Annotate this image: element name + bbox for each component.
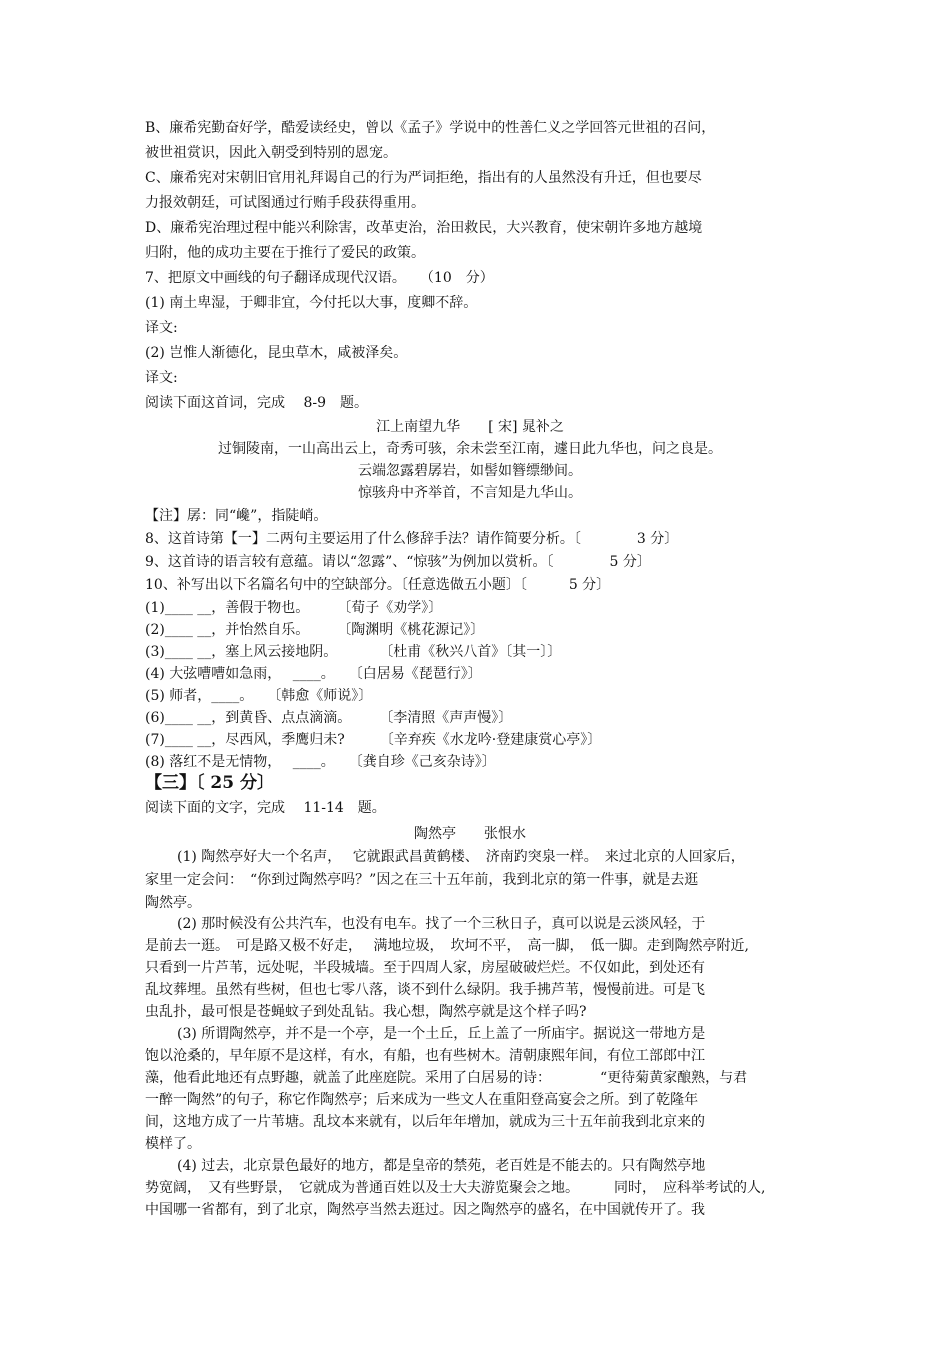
essay-p2-line-1: (2) 那时候没有公共汽车，也没有电车。找了一个三秋日子，真可以说是云淡风轻，于 [177,916,706,932]
question-7-item-2: (2) 岂惟人渐德化，昆虫草木，咸被泽矣。 [145,345,408,361]
fill-blank-8: (8) 落红不是无情物， ____。 〔龚自珍《己亥杂诗》〕 [145,754,496,770]
essay-p2-line-3: 只看到一片芦苇，远处呢，半段城墙。至于四周人家，房屋破破烂烂。不仅如此，到处还有 [145,960,705,976]
fill-blank-2: (2)____ __，并怡然自乐。 〔陶渊明《桃花源记》〕 [145,622,485,638]
translation-label-1: 译文: [145,320,178,336]
fill-blank-5: (5) 师者，____。 〔韩愈《师说》〕 [145,688,373,704]
essay-p4-line-2: 势宽阔， 又有些野景， 它就成为普通百姓以及士大夫游览聚会之地。 同时， 应科举考试的人, [145,1180,766,1196]
option-c-line-2: 力报效朝廷，可试图通过行贿手段获得重用。 [145,195,425,211]
question-10: 10、补写出以下名篇名句中的空缺部分。〔任意选做五小题〕〔 5 分〕 [145,577,611,593]
essay-p4-line-1: (4) 过去，北京景色最好的地方，都是皇帝的禁苑，老百姓是不能去的。只有陶然亭地 [177,1158,706,1174]
essay-reading-instruction: 阅读下面的文字，完成 11-14 题。 [145,800,386,816]
question-7-item-1: (1) 南土卑湿，于卿非宜，今付托以大事，度卿不辞。 [145,295,478,311]
fill-blank-3: (3)____ __，塞上风云接地阴。 〔杜甫《秋兴八首》〔其一〕〕 [145,644,562,660]
essay-p3-line-6: 模样了。 [145,1136,201,1152]
essay-p2-line-5: 虫乱扑，最可恨是苍蝇蚊子到处乱钻。我心想，陶然亭就是这个样子吗? [145,1004,587,1020]
essay-p1-line-3: 陶然亭。 [145,895,201,911]
question-9: 9、这首诗的语言较有意蕴。请以“忽露”、“惊骇”为例加以赏析。〔 5 分〕 [145,554,651,570]
question-7: 7、把原文中画线的句子翻译成现代汉语。 （10 分） [145,270,494,286]
essay-p2-line-2: 是前去一逛。 可是路又极不好走， 满地垃圾， 坎坷不平， 高一脚， 低一脚。走到陶然亭附近, [145,938,749,954]
fill-blank-1: (1)____ __，善假于物也。 〔荀子《劝学》〕 [145,600,443,616]
question-8: 8、这首诗第【一】二两句主要运用了什么修辞手法？请作简要分析。〔 3 分〕 [145,531,679,547]
poem-reading-instruction: 阅读下面这首词，完成 8-9 题。 [145,395,368,411]
option-b-line-2: 被世祖赏识，因此入朝受到特别的恩宠。 [145,145,397,161]
essay-p3-line-2: 饱以沧桑的，早年原不是这样，有水，有船，也有些树木。清朝康熙年间，有位工部郎中江 [145,1048,705,1064]
option-d-line-2: 归附，他的成功主要在于推行了爱民的政策。 [145,245,425,261]
poem-line-2: 惊骇舟中齐举首，不言知是九华山。 [358,485,582,501]
poem-line-1: 云端忽露碧孱岩，如髻如簪缥缈间。 [358,463,582,479]
essay-p1-line-2: 家里一定会问： “你到过陶然亭吗？”因之在三十五年前，我到北京的第一件事，就是去逛 [145,872,699,888]
essay-p3-line-5: 间，这地方成了一片苇塘。乱坟本来就有，以后年年增加，就成为三十五年前我到北京来的 [145,1114,705,1130]
option-c-line-1: C、廉希宪对宋朝旧官用礼拜谒自己的行为严词拒绝，指出有的人虽然没有升迁，但也要尽 [145,170,702,186]
essay-p4-line-3: 中国哪一省都有，到了北京，陶然亭当然去逛过。因之陶然亭的盛名，在中国就传开了。我 [145,1202,705,1218]
translation-label-2: 译文: [145,370,178,386]
essay-p3-line-4: 一醉一陶然”的句子，称它作陶然亭；后来成为一些文人在重阳登高宴会之所。到了乾隆年 [145,1092,699,1108]
essay-title: 陶然亭 张恨水 [414,826,526,842]
essay-p3-line-3: 藻，他看此地还有点野趣，就盖了此座庭院。采用了白居易的诗： “更待菊黄家酿熟，与君 [145,1070,748,1086]
option-d-line-1: D、廉希宪治理过程中能兴利除害，改革吏治，治田救民，大兴教育，使宋朝许多地方越境 [145,220,703,236]
essay-p3-line-1: (3) 所谓陶然亭，并不是一个亭，是一个土丘，丘上盖了一所庙宇。据说这一带地方是 [177,1026,706,1042]
essay-p2-line-4: 乱坟葬埋。虽然有些树，但也七零八落，谈不到什么绿阴。我手拂芦苇，慢慢前进。可是飞 [145,982,705,998]
poem-title: 江上南望九华 [ 宋] 晁补之 [376,419,564,435]
essay-p1-line-1: (1) 陶然亭好大一个名声， 它就跟武昌黄鹤楼、 济南趵突泉一样。 来过北京的人回家后， [177,849,745,865]
section-3-heading: 【三】〔 25 分〕 [145,773,274,793]
fill-blank-7: (7)____ __，尽西风，季鹰归未? 〔辛弃疾《水龙吟·登建康赏心亭》〕 [145,732,602,748]
fill-blank-6: (6)____ __，到黄昏、点点滴滴。 〔李清照《声声慢》〕 [145,710,513,726]
option-b-line-1: B、廉希宪勤奋好学，酷爱读经史，曾以《孟子》学说中的性善仁义之学回答元世祖的召问， [145,120,716,136]
poem-preface: 过铜陵南，一山高出云上，奇秀可骇，余未尝至江南，遽日此九华也，问之良是。 [218,441,722,457]
poem-note: 【注】孱：同“巉”，指陡峭。 [145,508,328,524]
fill-blank-4: (4) 大弦嘈嘈如急雨， ____。 〔白居易《琵琶行》〕 [145,666,482,682]
